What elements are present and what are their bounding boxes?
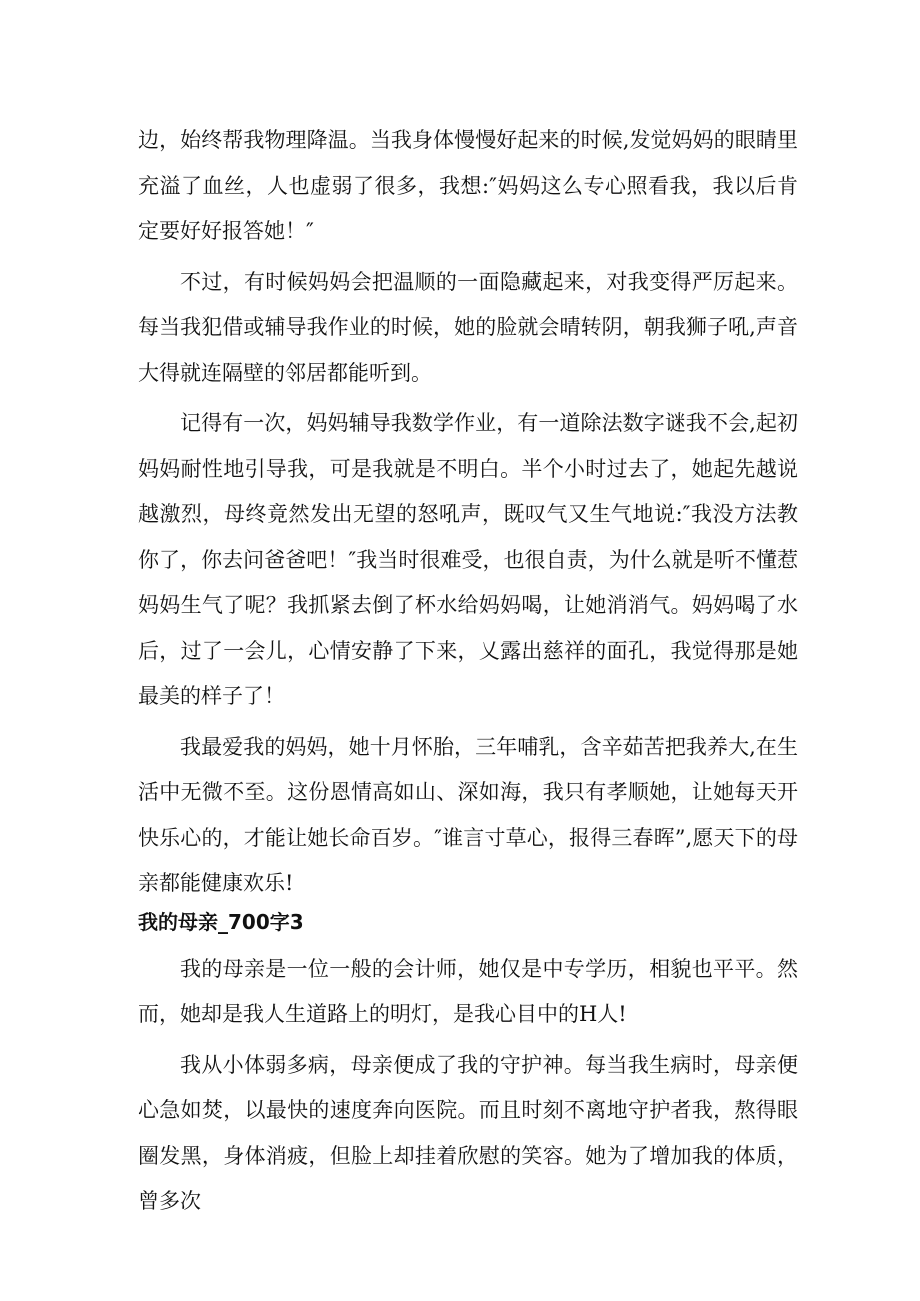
paragraph-love-mother: 我最爱我的妈妈，她十月怀胎，三年哺乳，含辛茹苦把我养大,在生活中无微不至。这份恩情高如山、深如海，我只有孝顺她，让她每天开快乐心的，才能让她长命百岁。″谁言寸草心，报得三春晖”,愿天下的母亲都能健康欢乐!	[138, 734, 798, 895]
section-heading: 我的母亲_700字3	[138, 909, 304, 934]
paragraph-guardian: 我从小体弱多病，母亲便成了我的守护神。每当我生病时，母亲便心急如焚，以最快的速度奔向医院。而且时刻不离地守护者我，熬得眼圈发黑，身体消疲，但脸上却挂着欣慰的笑容。她为了增加我的体质，曾多次	[138, 1052, 798, 1213]
paragraph-continued: 边，始终帮我物理降温。当我身体慢慢好起来的时候,发觉妈妈的眼睛里充溢了血丝，人也虚弱了很多，我想:″妈妈这么专心照看我，我以后肯定要好好报答她！″	[138, 128, 798, 243]
paragraph-strict-mother: 不过，有时候妈妈会把温顺的一面隐藏起来，对我变得严厉起来。每当我犯借或辅导我作业的时候，她的脸就会晴转阴，朝我狮子吼,声音大得就连隔壁的邻居都能听到。	[138, 269, 798, 385]
document-body	[138, 118, 798, 1225]
paragraph-math-homework: 记得有一次，妈妈辅导我数学作业，有一道除法数字谜我不会,起初妈妈耐性地引导我，可是我就是不明白。半个小时过去了，她起先越说越激烈，母终竟然发出无望的怒吼声，既叹气又生气地说:″我没方法教你了，你去问爸爸吧！″我当时很难受，也很自责，为什么就是听不懂惹妈妈生气了呢？我抓紧去倒了杯水给妈妈喝，让她消消气。妈妈喝了水后，过了一会儿，心情安静了下来，乂露出慈祥的面孔，我觉得那是她最美的样子了！	[138, 411, 798, 708]
paragraph-accountant-mother: 我的母亲是一位一般的会计师，她仅是中专学历，相貌也平平。然而，她却是我人生道路上的明灯，是我心目中的H人!	[138, 956, 798, 1026]
